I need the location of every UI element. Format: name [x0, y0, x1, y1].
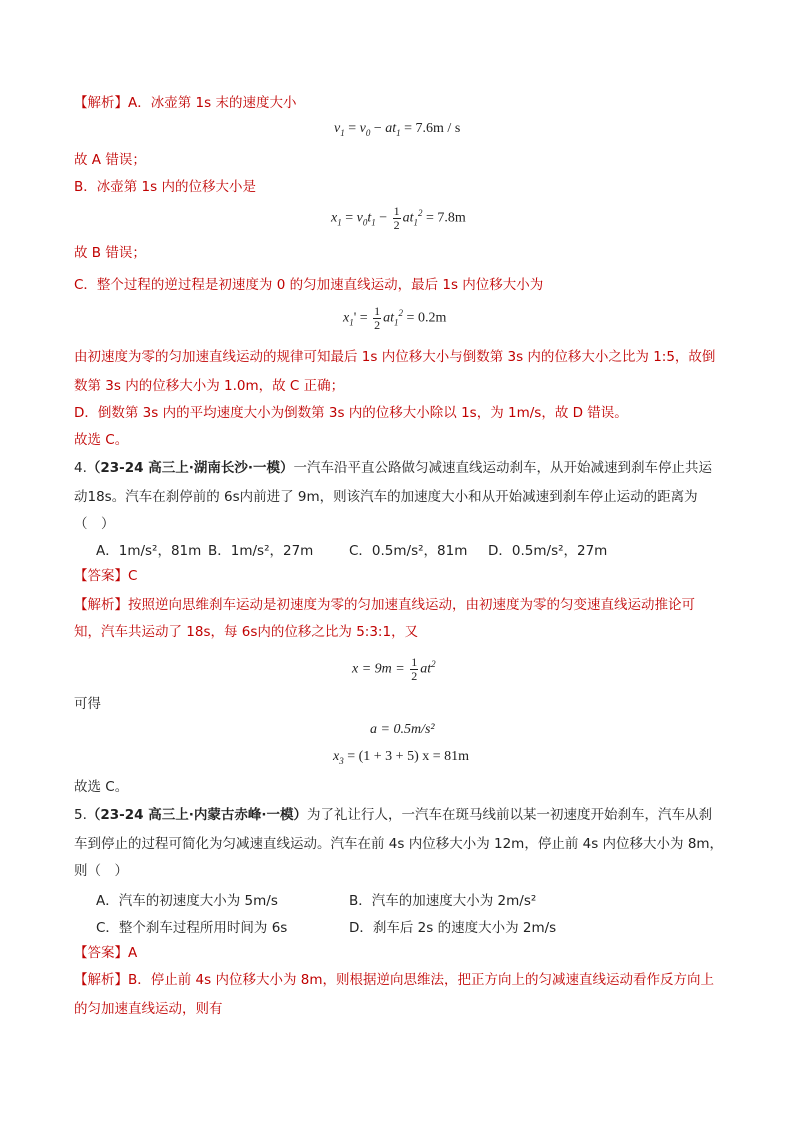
q5-stem-line1 [74, 805, 712, 825]
q5-option-c: C．整个刹车过程所用时间为 6s [96, 920, 288, 936]
analysis-tag: 【解析】 [74, 597, 128, 613]
option-b-text: B．冰壶第 1s 内的位移大小是 [74, 179, 256, 195]
q4-analysis-line1 [74, 595, 695, 615]
q5-analysis-line1 [74, 970, 714, 990]
q5-stem-line2: 车到停止的过程可简化为匀减速直线运动。汽车在前 4s 内位移大小为 12m，停止前 4s 内位移大小为 8m， [74, 836, 724, 852]
q4-option-d: D．0.5m/s²，27m [488, 543, 608, 559]
equation-x1: $x_1 = v_0t_1$ − $\frac{1}{2}$ $at_1^2 = 7.8m$ [331, 204, 466, 232]
q4-option-b: B．1m/s²，27m [208, 543, 314, 559]
q4-paren: （ ） [74, 516, 115, 532]
q5-source: （23-24 高三上·内蒙古赤峰·一模） [86, 807, 308, 823]
option-b-result: 故 B 错误； [74, 245, 146, 261]
q5-stem-line3: 则（ ） [74, 863, 128, 879]
q5-stem1: 为了礼让行人，一汽车在斑马线前以某一初速度开始刹车，汽车从刹 [307, 807, 713, 823]
equation-x1-prime: $x_1'$ = $\frac{1}{2}$ $at_1^2 = 0.2m$ [343, 304, 447, 332]
q4-answer-value: C [128, 568, 138, 584]
answer-tag: 【答案】 [74, 568, 128, 584]
q4-stem-line1 [74, 458, 712, 478]
q4-equation-x3: $x_3 = (1 + 3 + 5) x = 81m$ [333, 749, 470, 766]
q5-analysis-text1: B．停止前 4s 内位移大小为 8m，则根据逆向思维法，把正方向上的匀减速直线运动看作反方向上 [128, 972, 714, 988]
q4-number: 4. [74, 460, 87, 476]
q5-option-d: D．刹车后 2s 的速度大小为 2m/s [349, 920, 557, 936]
analysis-tag: 【解析】 [74, 972, 128, 988]
q5-answer [74, 943, 137, 963]
q4-answer [74, 566, 137, 586]
section1-choose: 故选 C。 [74, 432, 129, 448]
q4-stem-line2: 动18s。汽车在刹停前的 6s内前进了 9m，则该汽车的加速度大小和从开始减速到刹车停止运动的距离为 [74, 489, 698, 505]
q4-equation-a: a = 0.5m/s² [370, 722, 435, 737]
q5-number: 5. [74, 807, 87, 823]
q4-stem1: 一汽车沿平直公路做匀减速直线运动刹车，从开始减速到刹车停止共运 [293, 460, 713, 476]
q5-option-a: A．汽车的初速度大小为 5m/s [96, 893, 278, 909]
option-a-result: 故 A 错误； [74, 152, 146, 168]
q4-source: （23-24 高三上·湖南长沙·一模） [86, 460, 294, 476]
option-c-explanation-2: 数第 3s 内的位移大小为 1.0m，故 C 正确； [74, 378, 345, 394]
analysis-line-a [74, 93, 296, 113]
q4-option-a: A．1m/s²，81m [96, 543, 202, 559]
q5-option-b: B．汽车的加速度大小为 2m/s² [349, 893, 537, 909]
option-d-text: D．倒数第 3s 内的平均速度大小为倒数第 3s 内的位移大小除以 1s，为 1m/s，故 D 错误。 [74, 405, 628, 421]
analysis-tag: 【解析】 [74, 95, 128, 111]
q4-analysis-line2: 知，汽车共运动了 18s，每 6s内的位移之比为 5:3:1，又 [74, 624, 419, 640]
equation-v1: $v_1 = v_0 - at_1 = 7.6m / s$ [334, 121, 461, 138]
q4-equation-x: x = 9m = $\frac{1}{2}$ $at^2$ [352, 655, 436, 683]
option-a-text: A．冰壶第 1s 末的速度大小 [128, 95, 297, 111]
option-c-explanation-1: 由初速度为零的匀加速直线运动的规律可知最后 1s 内位移大小与倒数第 3s 内的位移大小之比为 1:5，故倒 [74, 349, 716, 365]
q5-analysis-line2: 的匀加速直线运动，则有 [74, 1001, 223, 1017]
q5-answer-value: A [128, 945, 138, 961]
q4-option-c: C．0.5m/s²，81m [349, 543, 468, 559]
q4-analysis-text1: 按照逆向思维刹车运动是初速度为零的匀加速直线运动，由初速度为零的匀变速直线运动推论可 [128, 597, 695, 613]
option-c-text: C．整个过程的逆过程是初速度为 0 的匀加速直线运动，最后 1s 内位移大小为 [74, 277, 544, 293]
q4-choose: 故选 C。 [74, 779, 129, 795]
answer-tag: 【答案】 [74, 945, 128, 961]
q4-obtain: 可得 [74, 696, 101, 712]
